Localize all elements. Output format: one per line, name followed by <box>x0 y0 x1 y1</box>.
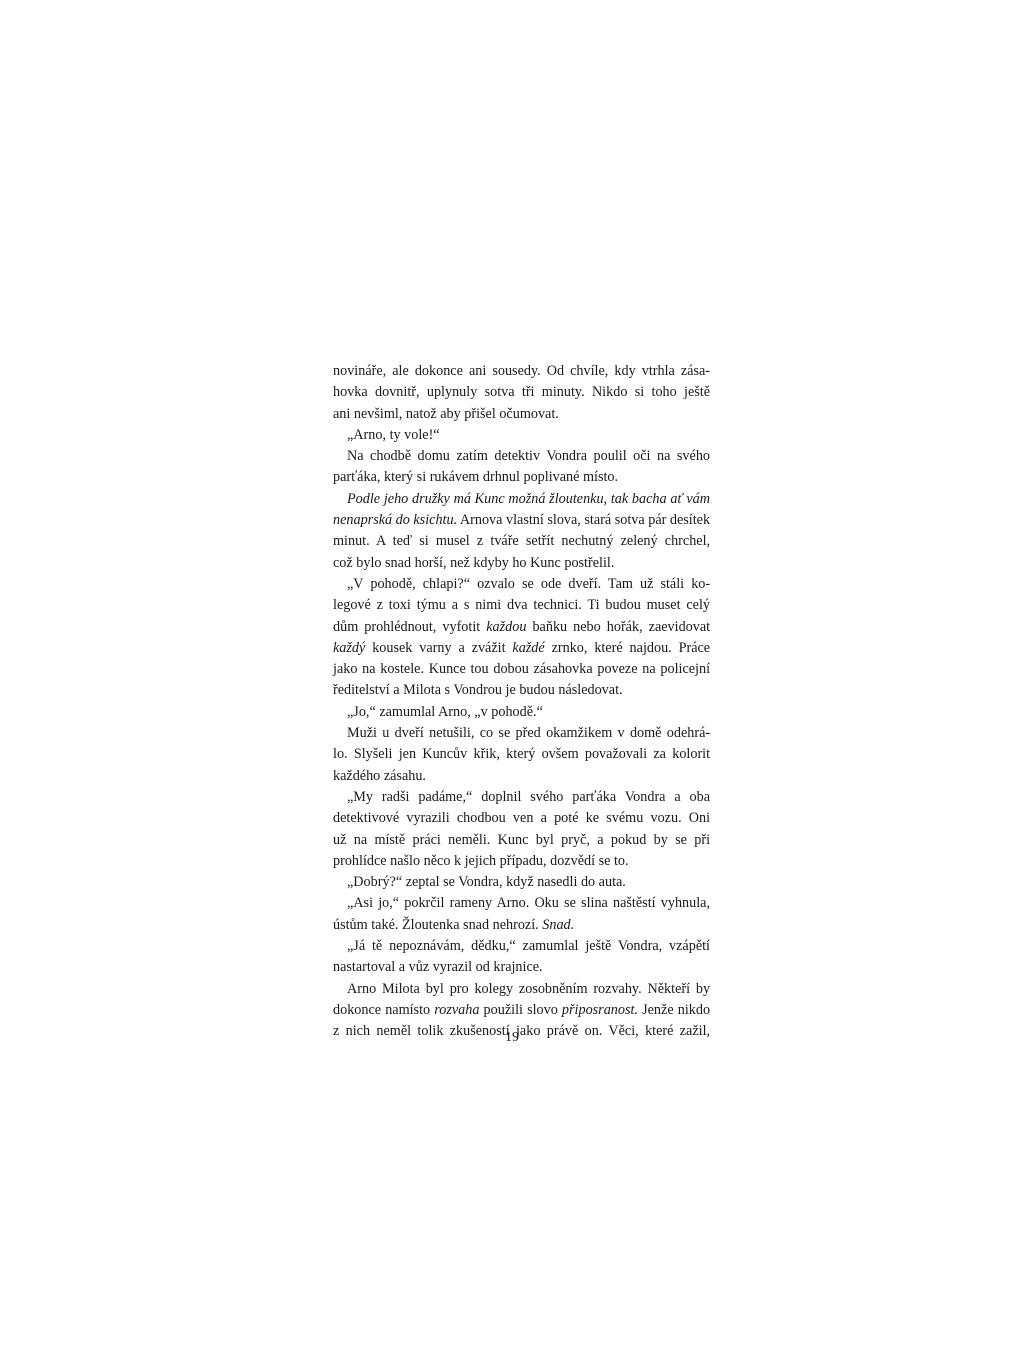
text-line: Muži u dveří netušili, co se před okamžikem v domě odehrá- <box>347 725 711 742</box>
text-line: „Arno, ty vole!“ <box>347 426 440 443</box>
text-line: lo. Slyšeli jen Kuncův křik, který ovšem považovali za kolorit <box>333 746 711 763</box>
text-line: minut. A teď si musel z tváře setřít nechutný zelený chrchel, <box>333 533 711 550</box>
text-line: ústům také. Žloutenka snad nehrozí. Snad. <box>333 916 575 933</box>
text-line: ředitelství a Milota s Vondrou je budou následovat. <box>333 682 623 699</box>
text-line: nastartoval a vůz vyrazil od krajnice. <box>333 959 543 976</box>
text-line: novináře, ale dokonce ani sousedy. Od chvíle, kdy vtrhla zása- <box>333 363 710 379</box>
text-line: už na místě práci neměli. Kunc byl pryč, a pokud by se při <box>333 831 711 848</box>
text-line: ani nevšiml, natož aby přišel očumovat. <box>333 405 559 422</box>
text-line: detektivové vyrazili chodbou ven a poté ke svému vozu. Oni <box>333 810 711 827</box>
text-line: „V pohodě, chlapi?“ ozvalo se ode dveří. Tam už stáli ko- <box>347 575 711 592</box>
body-text <box>333 361 710 1043</box>
text-line: jako na kostele. Kunce tou dobou zásahovka poveze na policejní <box>333 661 711 678</box>
text-line: z nich neměl tolik zkušeností jako právě on. Věci, které zažil, <box>333 1023 711 1040</box>
text-line: dokonce namísto rozvaha použili slovo připosranost. Jenže nikdo <box>333 1001 711 1018</box>
text-line: každý kousek varny a zvážit každé zrnko, které najdou. Práce <box>333 639 711 656</box>
text-line: což bylo snad horší, než kdyby ho Kunc postřelil. <box>333 554 615 571</box>
text-line: „My radši padáme,“ doplnil svého parťáka Vondra a oba <box>347 788 711 805</box>
text-line: legové z toxi týmu a s nimi dva technici. Ti budou muset celý <box>333 597 710 614</box>
text-line: „Jo,“ zamumlal Arno, „v pohodě.“ <box>347 703 543 720</box>
page-number: 19 <box>505 1030 519 1045</box>
text-line: Na chodbě domu zatím detektiv Vondra poulil oči na svého <box>347 448 711 465</box>
text-line: Arno Milota byl pro kolegy zosobněním rozvahy. Někteří by <box>347 980 711 997</box>
text-line: nenaprská do ksichtu. Arnova vlastní slova, stará sotva pár desítek <box>333 512 711 529</box>
text-line: parťáka, který si rukávem drhnul poplivané místo. <box>333 469 619 486</box>
text-line: „Asi jo,“ pokrčil rameny Arno. Oku se slina naštěstí vyhnula, <box>347 895 711 912</box>
text-line: „Já tě nepoznávám, dědku,“ zamumlal ještě Vondra, vzápětí <box>347 938 710 955</box>
text-line: Podle jeho družky má Kunc možná žloutenku, tak bacha ať vám <box>347 490 710 507</box>
text-line: dům prohlédnout, vyfotit každou baňku nebo hořák, zaevidovat <box>333 618 711 635</box>
text-line: prohlídce našlo něco k jejich případu, dozvědí se to. <box>333 852 629 869</box>
text-line: každého zásahu. <box>333 767 426 784</box>
text-line: „Dobrý?“ zeptal se Vondra, když nasedli do auta. <box>347 874 626 891</box>
text-line: hovka dovnitř, uplynuly sotva tři minuty. Nikdo si toho ještě <box>333 384 711 401</box>
